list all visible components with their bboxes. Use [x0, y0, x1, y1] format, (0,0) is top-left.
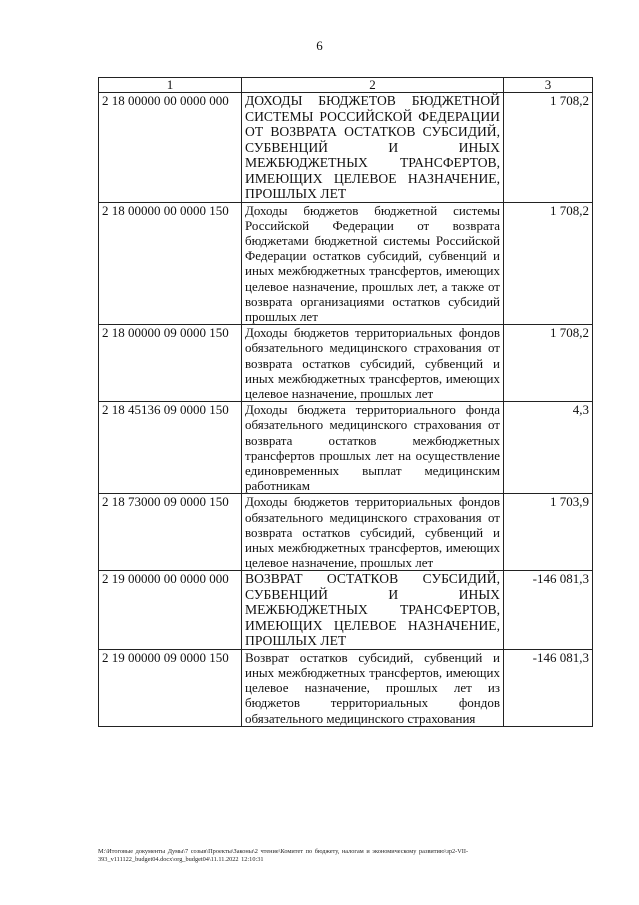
row-name: ВОЗВРАТ ОСТАТКОВ СУБСИДИЙ, СУБВЕНЦИЙ И ИНЫХ МЕЖБЮДЖЕТНЫХ ТРАНСФЕРТОВ, ИМЕЮЩИХ ЦЕЛЕВОЕ НАЗНАЧЕНИЕ, ПРОШЛЫХ ЛЕТ — [242, 571, 504, 650]
row-code: 2 18 00000 00 0000 150 — [99, 202, 242, 325]
row-name: ДОХОДЫ БЮДЖЕТОВ БЮДЖЕТНОЙ СИСТЕМЫ РОССИЙСКОЙ ФЕДЕРАЦИИ ОТ ВОЗВРАТА ОСТАТКОВ СУБСИДИЙ, СУБВЕНЦИЙ И ИНЫХ МЕЖБЮДЖЕТНЫХ ТРАНСФЕРТОВ, ИМЕЮЩИХ ЦЕЛЕВОЕ НАЗНАЧЕНИЕ, ПРОШЛЫХ ЛЕТ — [242, 93, 504, 203]
table-row — [99, 571, 593, 650]
column-header-amount: 3 — [504, 78, 593, 93]
page-number: 6 — [316, 38, 323, 53]
table-row — [99, 325, 593, 402]
budget-table — [98, 77, 593, 727]
row-amount: 1 708,2 — [504, 202, 593, 325]
table-row — [99, 402, 593, 494]
row-name: Возврат остатков субсидий, субвенций и иных межбюджетных трансфертов, имеющих целевое назначение, прошлых лет из бюджетов территориальных фондов обязательного медицинского страхования — [242, 649, 504, 726]
column-header-code: 1 — [99, 78, 242, 93]
row-name: Доходы бюджетов территориальных фондов обязательного медицинского страхования от возврата остатков субсидий, субвенций и иных межбюджетных трансфертов, имеющих целевое назначение, прошлых лет — [242, 325, 504, 402]
row-code: 2 19 00000 00 0000 000 — [99, 571, 242, 650]
file-path-line: 393_v111122_budget04.docx\org_budget04\11.11.2022 12:10:31 — [98, 856, 264, 863]
row-code: 2 19 00000 09 0000 150 — [99, 649, 242, 726]
table-header-row — [99, 78, 593, 93]
row-code: 2 18 73000 09 0000 150 — [99, 494, 242, 571]
row-name: Доходы бюджета территориального фонда обязательного медицинского страхования от возврата остатков межбюджетных трансфертов прошлых лет на осуществление единовременных выплат медицинским работникам — [242, 402, 504, 494]
table-row — [99, 649, 593, 726]
row-name: Доходы бюджетов бюджетной системы Российской Федерации от возврата бюджетами бюджетной системы Российской Федерации остатков субсидий, субвенций и иных межбюджетных трансфертов, имеющих целевое назначение, прошлых лет, а также от возврата организациями остатков субсидий прошлых лет — [242, 202, 504, 325]
row-amount: 1 703,9 — [504, 494, 593, 571]
row-amount: 1 708,2 — [504, 93, 593, 203]
row-code: 2 18 00000 09 0000 150 — [99, 325, 242, 402]
row-amount: 4,3 — [504, 402, 593, 494]
table-row — [99, 494, 593, 571]
table-row — [99, 202, 593, 325]
file-path-line: М:\Итоговые документы Думы\7 созыв\Проекты\Законы\2 чтение\Комитет по бюджету, налогам и экономическому развитию\зр2-VII- — [98, 848, 469, 855]
row-code: 2 18 45136 09 0000 150 — [99, 402, 242, 494]
row-amount: 1 708,2 — [504, 325, 593, 402]
row-code: 2 18 00000 00 0000 000 — [99, 93, 242, 203]
table-row — [99, 93, 593, 203]
file-path-footer — [98, 848, 618, 864]
row-amount: -146 081,3 — [504, 649, 593, 726]
row-name: Доходы бюджетов территориальных фондов обязательного медицинского страхования от возврата остатков субсидий, субвенций и иных межбюджетных трансфертов, имеющих целевое назначение, прошлых лет — [242, 494, 504, 571]
row-amount: -146 081,3 — [504, 571, 593, 650]
column-header-name: 2 — [242, 78, 504, 93]
